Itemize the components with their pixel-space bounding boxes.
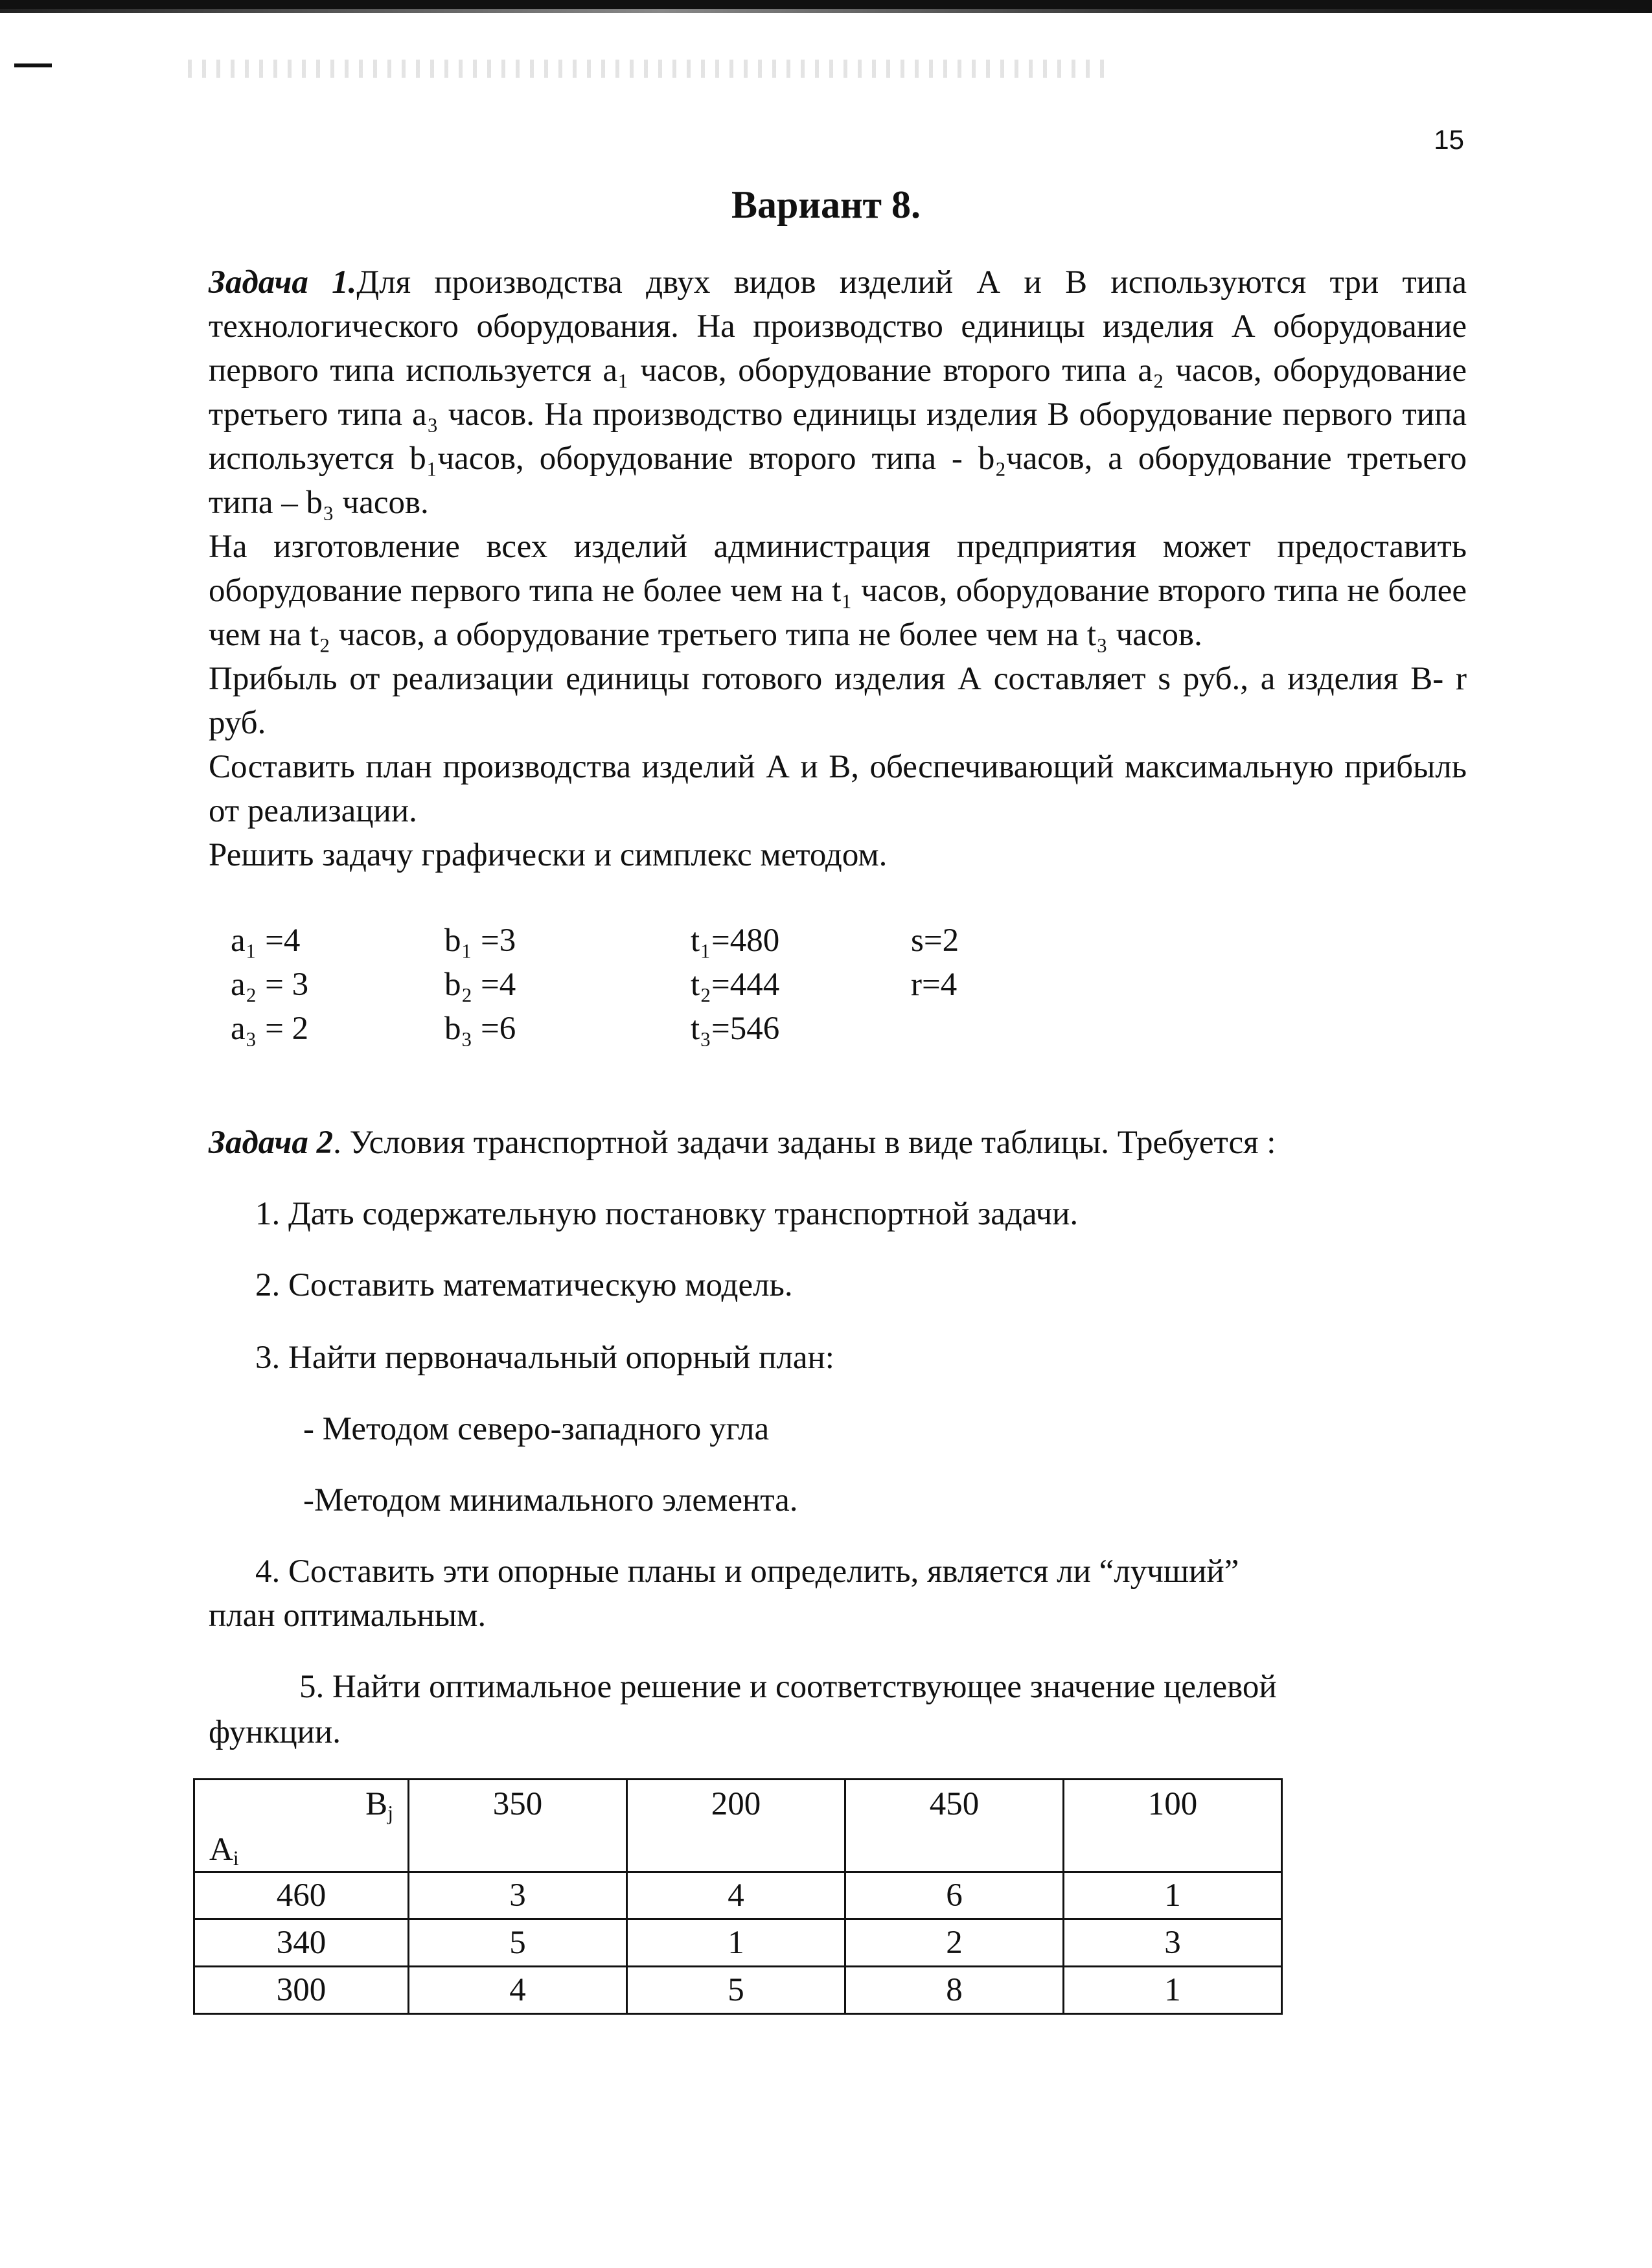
task1-paragraph-3: Прибыль от реализации единицы готового изделия А составляет s руб., а изделия В- r руб. (209, 661, 1467, 741)
task1-paragraph-2: На изготовление всех изделий администрация предприятия может предоставить оборудование первого типа не более чем на t₁ часов, оборудование второго типа не более чем на t₂ часов, а оборудование третьего типа не более чем на t₃ часов. (209, 529, 1467, 653)
page-title: Вариант 8. (731, 183, 921, 226)
value-b2: b₂ =4 (444, 967, 516, 1003)
value-a2: a₂ = 3 (231, 967, 309, 1003)
task1-text-1: Для производства двух видов изделий А и В используются три типа технологического оборудования. На производство единицы изделия А оборудование первого типа используется a₁ часов, оборудование второго типа a₂ часов, оборудование третьего типа a₃ часов. На производство единицы изделия В оборудование первого типа используется b₁часов, оборудование второго типа - b₂часов, а оборудование третьего типа – b₃ часов. (209, 264, 1467, 521)
scan-bleed-through (188, 60, 1108, 78)
value-t1: t₁=480 (691, 922, 780, 959)
value-t2: t₂=444 (691, 967, 780, 1003)
cost-cell: 1 (1064, 1872, 1282, 1919)
task1-section (209, 260, 1467, 877)
cost-cell: 4 (627, 1872, 845, 1919)
table-header-row (194, 1780, 1282, 1872)
task2-item-3b: -Методом минимального элемента. (303, 1482, 798, 1518)
transport-table (193, 1778, 1283, 2015)
value-t3: t₃=546 (691, 1011, 780, 1047)
table-corner-cell (194, 1780, 409, 1872)
cost-cell: 8 (845, 1967, 1064, 2014)
task1-label: Задача 1. (209, 264, 357, 301)
task1-values (231, 919, 1125, 1051)
value-a3: a₃ = 2 (231, 1011, 309, 1047)
task2-item-2: 2. Составить математическую модель. (255, 1267, 793, 1303)
cost-cell: 3 (1064, 1919, 1282, 1967)
scan-border-shadow (0, 9, 1652, 13)
demand-cell: 450 (845, 1780, 1064, 1872)
task2-item-5: 5. Найти оптимальное решение и соответствующее значение целевой (299, 1669, 1277, 1705)
cost-cell: 5 (627, 1967, 845, 2014)
supply-cell: 300 (194, 1967, 409, 2014)
supply-cell: 340 (194, 1919, 409, 1967)
task2-item-3: 3. Найти первоначальный опорный план: (255, 1340, 834, 1376)
value-b3: b₃ =6 (444, 1011, 516, 1047)
cost-cell: 4 (409, 1967, 627, 2014)
task2-item-1: 1. Дать содержательную постановку транспортной задачи. (255, 1196, 1079, 1232)
task2-item-4: 4. Составить эти опорные планы и определить, является ли “лучший” (255, 1553, 1239, 1590)
scan-mark (14, 63, 52, 67)
task2-label: Задача 2 (209, 1125, 334, 1161)
cost-cell: 1 (627, 1919, 845, 1967)
values-row (231, 919, 1125, 963)
demand-cell: 100 (1064, 1780, 1282, 1872)
value-r: r=4 (911, 967, 958, 1003)
cost-cell: 3 (409, 1872, 627, 1919)
value-b1: b₁ =3 (444, 922, 516, 959)
value-a1: a₁ =4 (231, 922, 301, 959)
page-number: 15 (1434, 124, 1464, 155)
cost-cell: 1 (1064, 1967, 1282, 2014)
table-row (194, 1872, 1282, 1919)
task2-intro (209, 1121, 1276, 1165)
task1-paragraph-1 (209, 260, 1467, 525)
task1-paragraph-5: Решить задачу графически и симплекс методом. (209, 837, 888, 873)
cost-cell: 6 (845, 1872, 1064, 1919)
task2-item-3a: - Методом северо-западного угла (303, 1411, 770, 1447)
corner-label-a: $A_i$ (209, 1831, 239, 1870)
values-row (231, 963, 1125, 1007)
demand-cell: 200 (627, 1780, 845, 1872)
scan-border-top (0, 0, 1652, 9)
values-row (231, 1007, 1125, 1051)
task2-intro-text: . Условия транспортной задачи заданы в виде таблицы. Требуется : (333, 1125, 1276, 1161)
task1-paragraph-4: Составить план производства изделий А и В, обеспечивающий максимальную прибыль от реализации. (209, 749, 1467, 829)
cost-cell: 2 (845, 1919, 1064, 1967)
table-row (194, 1967, 1282, 2014)
supply-cell: 460 (194, 1872, 409, 1919)
value-s: s=2 (911, 922, 959, 959)
demand-cell: 350 (409, 1780, 627, 1872)
task2-item-4-cont: план оптимальным. (209, 1598, 487, 1634)
cost-cell: 5 (409, 1919, 627, 1967)
corner-label-b: $B_j$ (365, 1786, 393, 1824)
task2-item-5-cont: функции. (209, 1714, 341, 1750)
table-row (194, 1919, 1282, 1967)
